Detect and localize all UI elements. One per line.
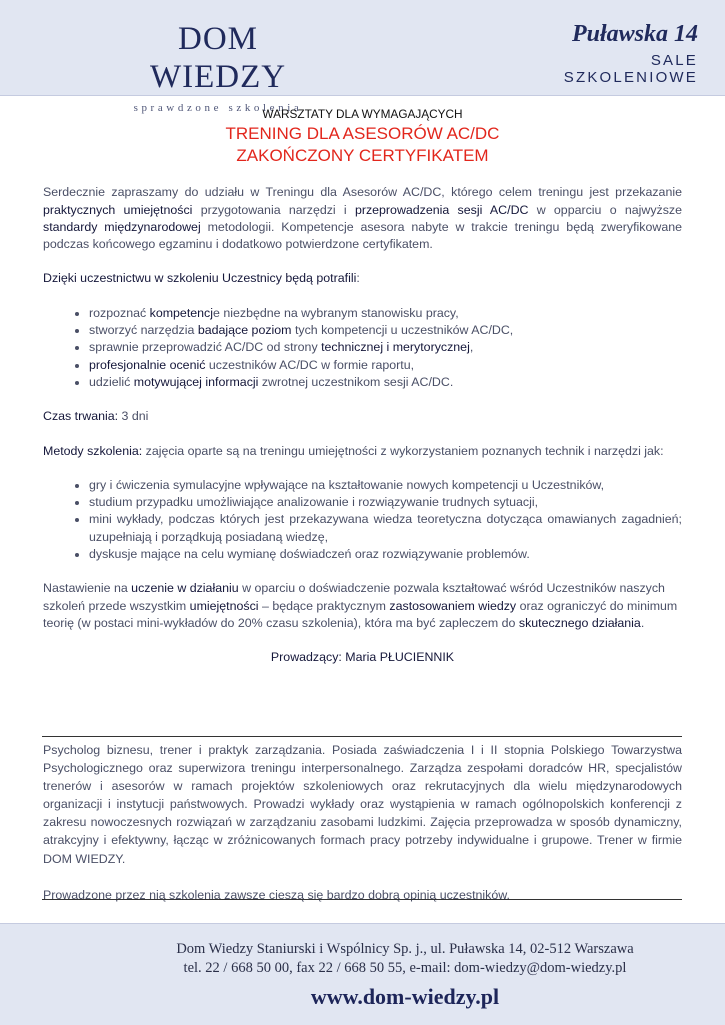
workshop-subtitle: WARSZTATY DLA WYMAGAJĄCYCH (262, 107, 463, 121)
trainer-opinion: Prowadzone przez nią szkolenia zawsze cieszą się bardzo dobrą opinią uczestników. (43, 887, 510, 902)
list-item: • stworzyć narzędzia badające poziom tych kompetencji u uczestników AC/DC, (89, 322, 682, 339)
training-title-2: ZAKOŃCZONY CERTYFIKATEM (236, 146, 489, 166)
intro-paragraph: Serdecznie zapraszamy do udziału w Treningu dla Asesorów AC/DC, którego celem treningu jest przekazanie praktycznych umiejętności przygotowania narzędzi i przeprowadzenia sesji AC/DC w opparciu o najwyższe standardy międzynarodowej metodologii. Kompetencje asesora nabyte w trakcie treningu będą zweryfikowane podczas końcowego egzaminu i dodatkowo potwierdzone certyfikatem. (43, 185, 683, 252)
trainer-bio (43, 741, 682, 904)
benefits-heading: Dzięki uczestnictwu w szkoleniu Uczestnicy będą potrafili: (43, 271, 360, 286)
venue-address: Puławska 14 (571, 21, 698, 47)
pulawska-logo (518, 20, 698, 86)
list-item: • studium przypadku umożliwiające analizowanie i rozwiązywanie trudnych sytuacji, (89, 494, 682, 511)
list-item: • profesjonalnie ocenić uczestników AC/DC w formie raportu, (89, 357, 682, 374)
divider-top (42, 736, 682, 737)
website-link[interactable]: www.dom-wiedzy.pl (310, 984, 500, 1009)
page-footer (0, 923, 725, 1025)
training-title: TRENING DLA ASESORÓW AC/DC (225, 124, 500, 144)
trainer-heading: Prowadzący: Maria PŁUCIENNIK (270, 650, 455, 665)
list-item: • udzielić motywującej informacji zwrotnej uczestnikom sesji AC/DC. (89, 374, 682, 391)
duration-line: Czas trwania: 3 dni (43, 409, 149, 424)
list-item: • gry i ćwiczenia symulacyjne wpływające na kształtowanie nowych kompetencji u Uczestników, (89, 477, 682, 494)
list-item: • rozpoznać kompetencje niezbędne na wybranym stanowisku pracy, (89, 305, 682, 322)
brand-name: DOM WIEDZY (149, 21, 287, 95)
list-item: • mini wykłady, podczas których jest przekazywana wiedza teoretyczna dotycząca omawianych zagadnień; uzupełniają i porządkują posiadaną wiedzę, (89, 511, 682, 546)
methods-list (43, 477, 682, 563)
dom-wiedzy-logo (108, 20, 328, 114)
company-address: Dom Wiedzy Staniurski i Wspólnicy Sp. j., ul. Puławska 14, 02-512 Warszawa (176, 941, 634, 957)
list-item: • dyskusje mające na celu wymianę doświadczeń oraz rozwiązywanie problemów. (89, 546, 682, 563)
venue-label: SALE SZKOLENIOWE (563, 52, 698, 86)
main-content (43, 103, 682, 667)
benefits-list (43, 305, 682, 391)
divider-bottom (42, 899, 682, 900)
brand-tagline: sprawdzone szkolenia (133, 102, 303, 114)
approach-paragraph: Nastawienie na uczenie w działaniu w oparciu o doświadczenie pozwala kształtować wśród Uczestników naszych szkoleń przede wszystkim umiejętności – będące praktycznym zastosowaniem wiedzy oraz ograniczyć do minimum teorię (w postaci mini-wykładów do 20% czasu szkolenia), która ma być zapleczem do skutecznego działania. (43, 581, 678, 630)
list-item: • sprawnie przeprowadzić AC/DC od strony technicznej i merytorycznej, (89, 339, 682, 356)
trainer-description: Psycholog biznesu, trener i praktyk zarządzania. Posiada zaświadczenia I i II stopnia Polskiego Towarzystwa Psychologicznego oraz superwizora treningu interpersonalnego. Zarządza zespołami doradców HR, specjalistów trenerów i asesorów w ramach projektów szkoleniowych oraz rekrutacyjnych dla wielu międzynarodowych organizacji i instytucji państwowych. Prowadzi wykłady oraz wystąpienia w ramach ogólnopolskich konferencji z zakresu nowoczesnych rozwiązań w zarządzaniu zasobami ludzkimi. Zajęcia przeprowadza w sposób dynamiczny, atrakcyjny i efektywny, łącząc w zróżnicowanych formach pracy potrzeby indywidualne i grupowe. Trener w firmie DOM WIEDZY. (43, 743, 682, 866)
contact-info: tel. 22 / 668 50 00, fax 22 / 668 50 55, e-mail: dom-wiedzy@dom-wiedzy.pl (183, 960, 627, 976)
methods-paragraph: Metody szkolenia: zajęcia oparte są na treningu umiejętności z wykorzystaniem poznanych technik i narzędzi jak: (43, 443, 664, 458)
